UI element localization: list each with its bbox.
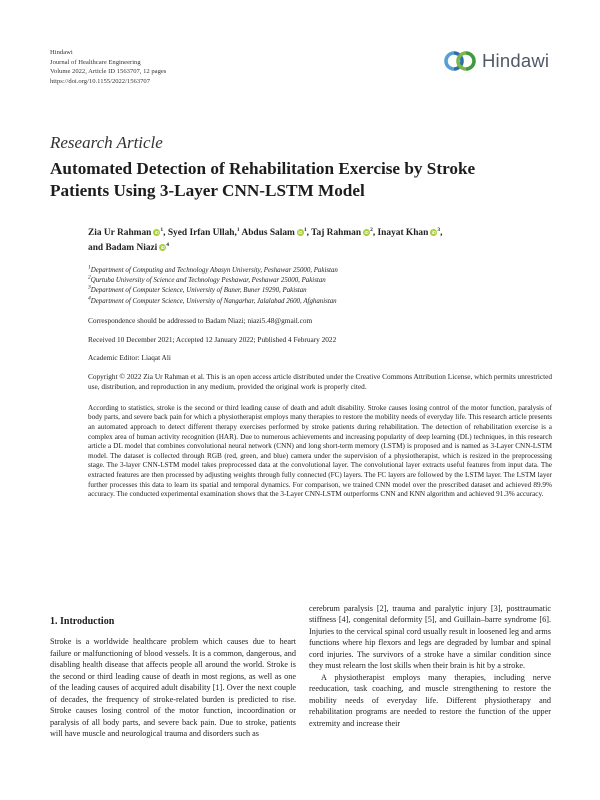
copyright-notice: Copyright © 2022 Zia Ur Rahman et al. This is an open access article distributed under the Creative Commons Attribution License, which permits unrestricted use, distribution, and reproduction in any medium, provided the original work is properly cited. xyxy=(88,372,552,391)
doi-link[interactable]: https://doi.org/10.1155/2022/1563707 xyxy=(50,77,151,85)
author[interactable]: Zia Ur Rahman $iD^1$, xyxy=(88,226,166,238)
correspondence-note: Correspondence should be addressed to Badam Niazi; niazi5.48@gmail.com xyxy=(88,315,313,325)
author[interactable] xyxy=(168,228,240,238)
article-title: Automated Detection of Rehabilitation Exercise by Stroke Patients Using 3-Layer CNN-LSTM Model xyxy=(50,159,476,200)
hindawi-logo-text: Hindawi xyxy=(482,50,550,71)
author-list xyxy=(88,226,552,255)
body-paragraph: Stroke is a worldwide healthcare problem which causes due to heart failure or malfunctioning of blood vessels. It is a common, dangerous, and disabling health disease that affects people all around the world. Stroke is the second or third leading cause of death in most regions, as well as one of the leading causes of acquired adult disability [1]. Over the next couple of decades, the frequency of stroke-related burden is predicted to rise. Stroke causes losing control of the motor function, incoordination or paralysis of all body parts, and severe back pain. Due to stroke, patients will have muscle and neurological trauma and disorders such as xyxy=(50,637,296,739)
author-affiliation: 1 xyxy=(236,226,240,233)
journal-meta xyxy=(50,48,166,86)
author-name: Taj Rahman xyxy=(311,228,362,238)
hindawi-logo-icon xyxy=(436,47,478,75)
author-affiliation: 1 xyxy=(160,226,164,233)
body-paragraph: A physiotherapist employs many therapies, including nerve reeducation, task coaching, and muscle strengthening to restore the mobility needs of everyday life. Different physiotherapy and rehabilitation programs are needed to restore the function of the upper extremity and increase their xyxy=(309,672,551,728)
abstract: According to statistics, stroke is the second or third leading cause of death and adult disability. Stroke causes losing control of the motor function, paralysis of body parts, and severe back pain for which a physiotherapist employs many therapies to restore the mobility needs of everyday life. This research article presents an automated approach to detect different therapy exercises performed by stroke patients during rehabilitation. The detection of rehabilitation exercise is a complex area of human activity recognition (HAR). Due to numerous achievements and increasing popularity of deep learning (DL) techniques, in this research article a DL model that combines convolutional neural network (CNN) and long short-term memory (LSTM) is proposed and is named as 3-Layer CNN-LSTM model. The dataset is collected through RGB (red, green, and blue) camera under the supervision of a physiotherapist, which is resized in the preprocessing stage. The 3-layer CNN-LSTM model takes preprocessed data at the convolutional layer. The convolutional layer extracts useful features from input data. The extracted features are then processed by adjusting weights through fully connected (FC) layers. The FC layers are followed by the LSTM layer. The LSTM layer further processes this data to learn its spatial and temporal dynamics. For comparison, we trained CNN model over the prescribed dataset and achieved 89.9% accuracy. The conducted experimental examination shows that the 3-Layer CNN-LSTM outperforms CNN and KNN algorithm and achieved 91.3% accuracy. xyxy=(88,403,552,499)
publisher-name: Hindawi xyxy=(50,49,73,56)
hindawi-logo[interactable] xyxy=(436,47,549,75)
author-name: Inayat Khan xyxy=(377,228,429,238)
author-name: Zia Ur Rahman xyxy=(88,228,152,238)
orcid-icon[interactable]: iD xyxy=(431,230,436,235)
author[interactable] xyxy=(88,243,169,253)
academic-editor: Academic Editor: Liaqat Ali xyxy=(88,353,171,363)
author-affiliation: 2 xyxy=(370,226,373,233)
affiliation-item: $^2$Qurtuba University of Science and Technology Peshawar, Peshawar 25000, Pakistan xyxy=(88,274,326,285)
author-name: and Badam Niazi xyxy=(88,242,158,253)
author-affiliation: 4 xyxy=(166,241,170,248)
body-paragraph: cerebrum paralysis [2], trauma and paralytic injury [3], posttraumatic stiffness [4], congenital deformity [5], and Guillain–barre syndrome [6]. Injuries to the cervical spinal cord usually result in loosened leg and arms functions where hip flexors and legs are degraded by lumbar and spinal cord injuries. The survivors of a stroke have a similar condition since they must relearn the lost skills when their brain is hit by a stroke. xyxy=(309,604,551,671)
author-name: Syed Irfan Ullah, xyxy=(167,228,237,238)
section-heading: 1. Introduction xyxy=(50,616,115,627)
author-affiliation: 3 xyxy=(437,226,441,233)
affiliation-item: $^4$Department of Computer Science, University of Nangarhar, Jalalabad 2600, Afghanistan xyxy=(88,295,337,305)
orcid-icon[interactable]: iD xyxy=(364,230,369,235)
author[interactable]: Taj Rahman $iD^2$, xyxy=(311,226,376,238)
author[interactable]: Inayat Khan $iD^3$, xyxy=(377,226,443,238)
affiliation-item: $^3$Department of Computer Science, University of Buner, Buner 19290, Pakistan xyxy=(88,285,307,295)
author[interactable]: Abdus Salam $iD^1$, xyxy=(241,226,309,238)
journal-name: Journal of Healthcare Engineering xyxy=(50,58,141,66)
affiliation-list xyxy=(88,266,552,307)
body-column-right xyxy=(309,603,551,729)
front-matter xyxy=(88,226,552,500)
author-affiliation: 1 xyxy=(303,226,307,233)
affiliation-item: $^1$Department of Computing and Technology Abasyn University, Peshawar 25000, Pakistan xyxy=(88,264,338,274)
volume-line: Volume 2022, Article ID 1563707, 12 pages xyxy=(50,68,167,76)
body-column-left xyxy=(50,616,296,740)
orcid-icon[interactable]: iD xyxy=(298,230,303,235)
author-name: Abdus Salam xyxy=(241,228,295,238)
article-type: Research Article xyxy=(50,133,163,152)
publication-dates: Received 10 December 2021; Accepted 12 January 2022; Published 4 February 2022 xyxy=(88,334,337,344)
orcid-icon[interactable]: iD xyxy=(160,244,165,250)
orcid-icon[interactable]: iD xyxy=(154,230,159,235)
